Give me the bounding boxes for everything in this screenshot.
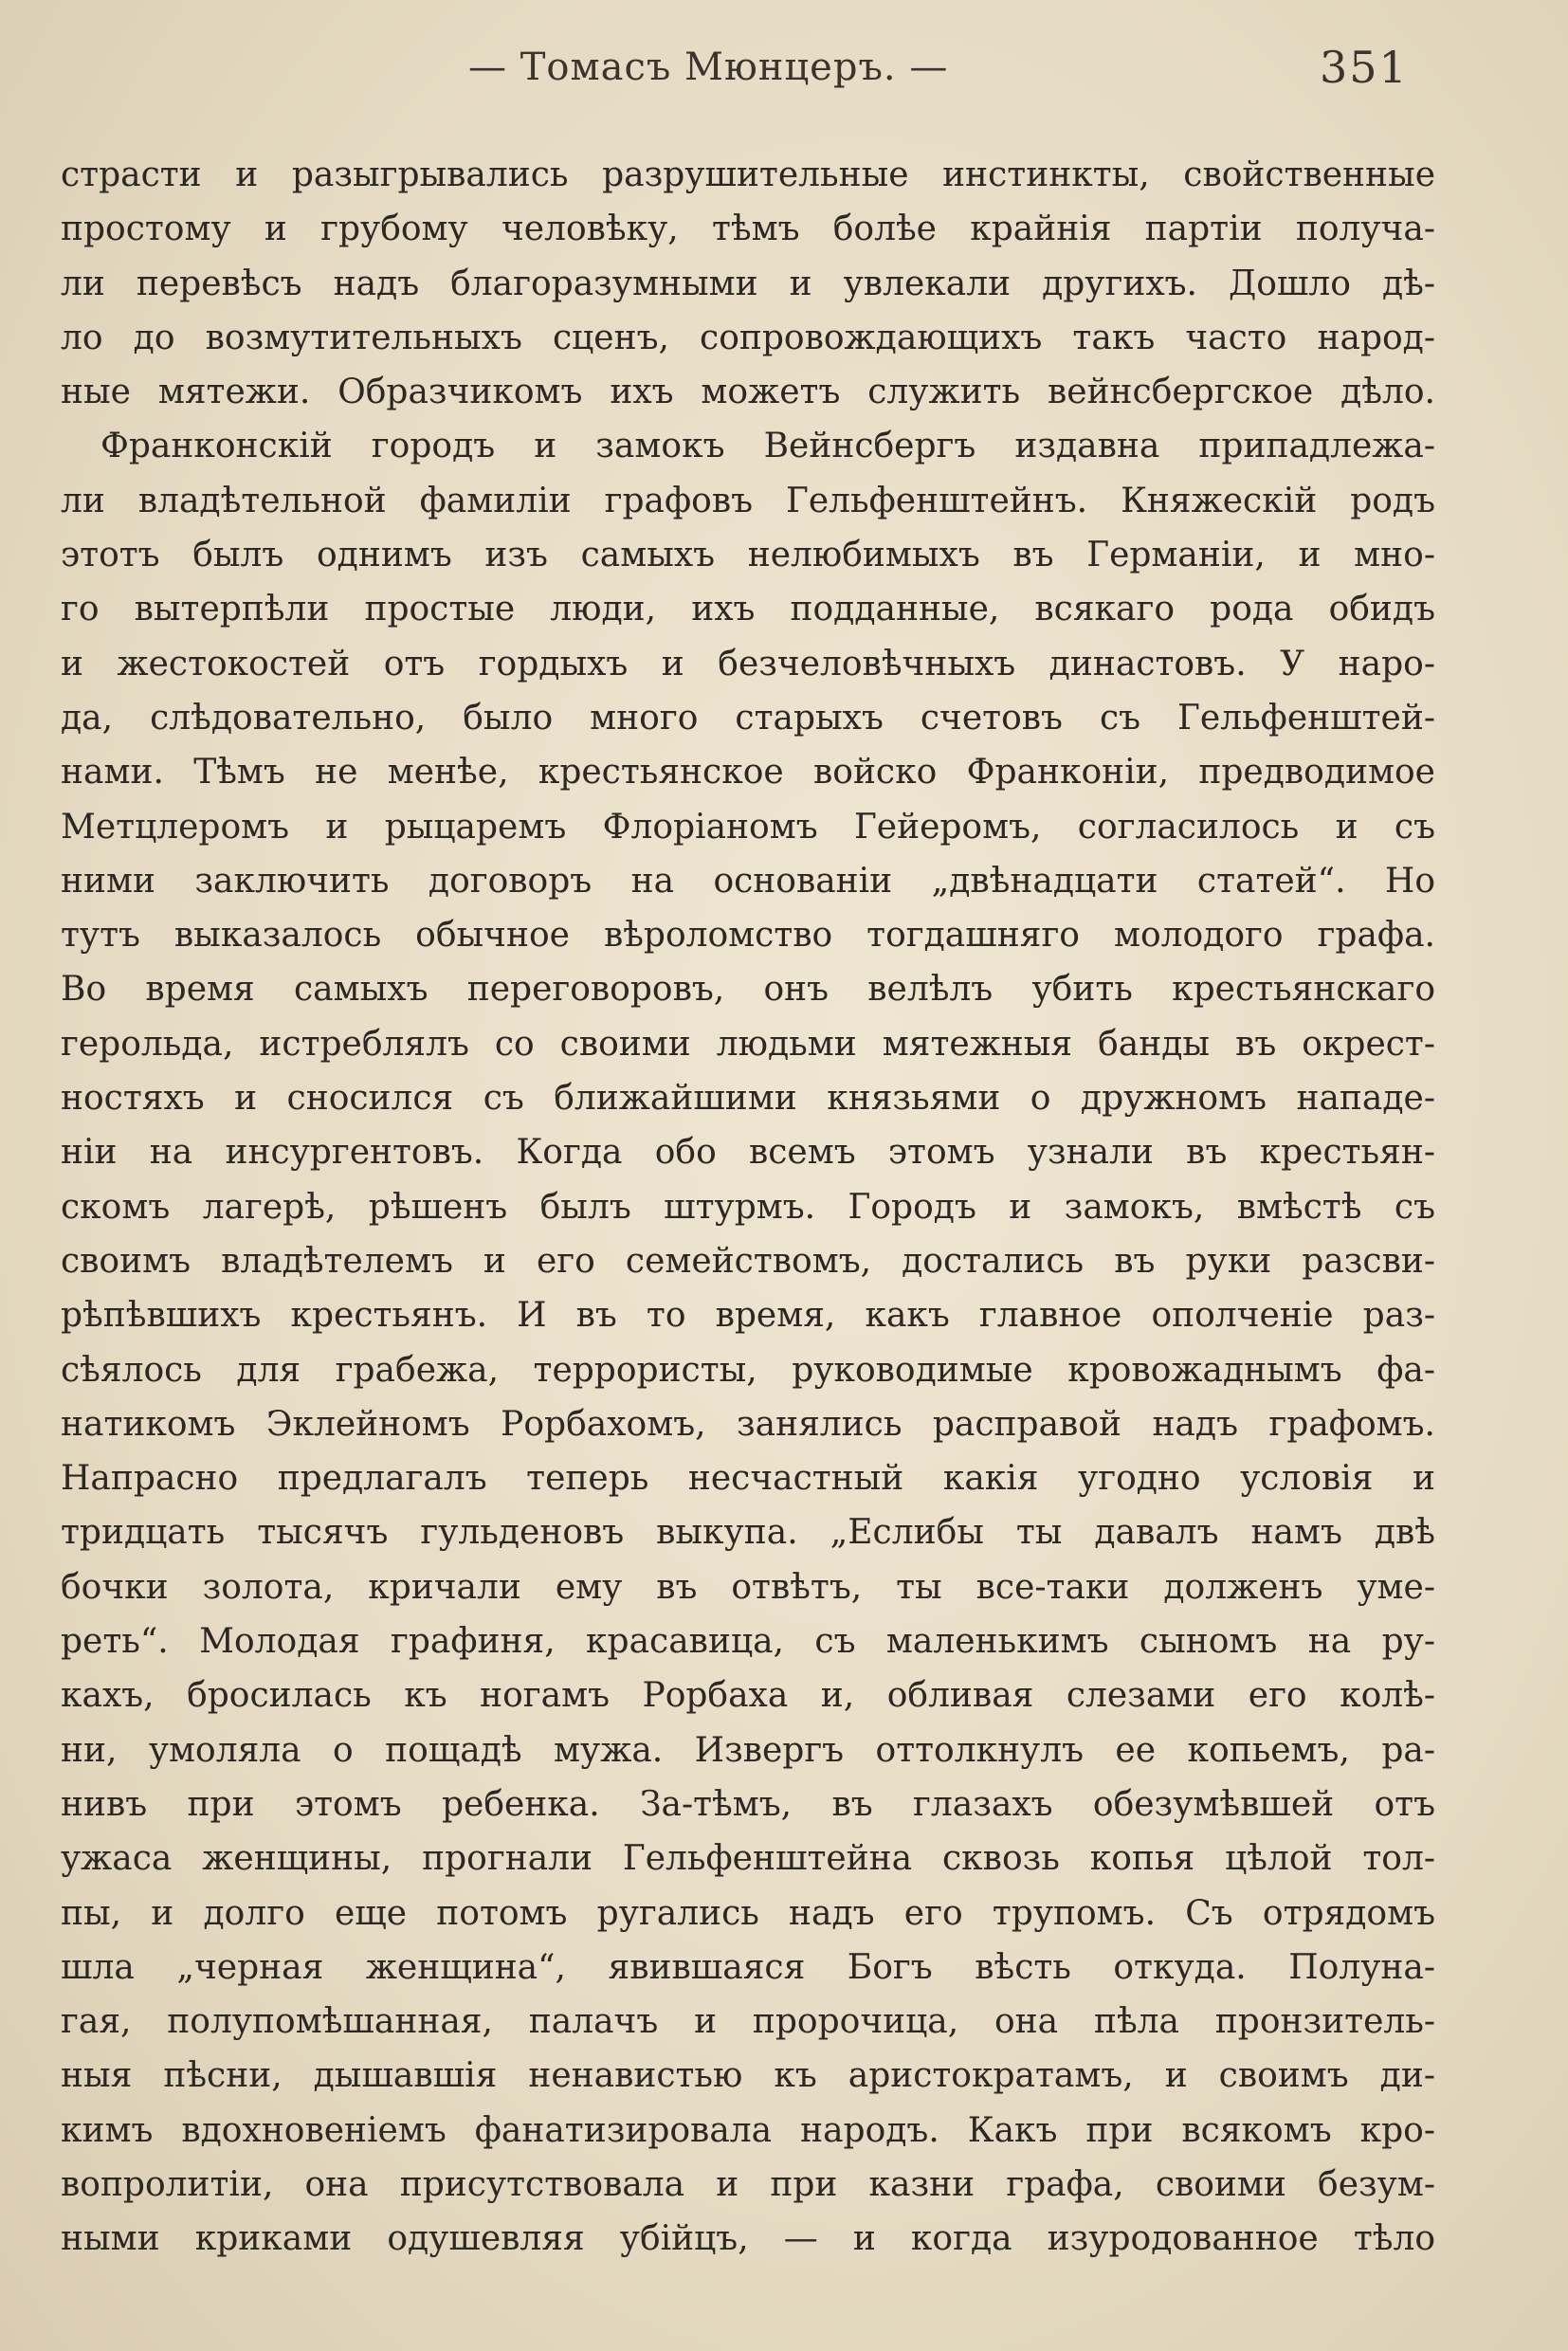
text-line: гая, полупомѣшанная, палачъ и пророчица, она пѣла пронзитель- [61,2002,1435,2042]
text-line: Метцлеромъ и рыцаремъ Флоріаномъ Гейеромъ, согласилось и съ [61,807,1435,847]
text-line: реть“. Молодая графиня, красавица, съ маленькимъ сыномъ на ру- [61,1622,1435,1662]
text-line: этотъ былъ однимъ изъ самыхъ нелюбимыхъ въ Германіи, и мно- [61,536,1435,575]
text-line: ностяхъ и сносился съ ближайшими князьями о дружномъ нападе- [61,1079,1435,1119]
page-number: 351 [1320,42,1409,93]
text-line: кахъ, бросилась къ ногамъ Рорбаха и, обливая слезами его колѣ- [61,1676,1435,1716]
body-text [61,148,1435,2267]
text-line: ные мятежи. Образчикомъ ихъ можетъ служить вейнсбергское дѣло. [61,373,1435,412]
text-line: ни, умоляла о пощадѣ мужа. Извергъ оттолкнулъ ее копьемъ, ра- [61,1730,1435,1770]
text-line: рѣпѣвшихъ крестьянъ. И въ то время, какъ главное ополченіе раз- [61,1296,1435,1336]
text-line: сѣялось для грабежа, террористы, руководимые кровожаднымъ фа- [61,1350,1435,1390]
page-header [61,42,1435,99]
text-line: вопролитіи, она присутствовала и при казни графа, своими безум- [61,2164,1435,2204]
text-line: ли владѣтельной фамиліи графовъ Гельфенштейнъ. Княжескій родъ [61,481,1435,520]
text-line: тутъ выказалось обычное вѣроломство тогдашняго молодого графа. [61,916,1435,956]
text-line: ніи на инсургентовъ. Когда обо всемъ этомъ узнали въ крестьян- [61,1133,1435,1173]
text-line: и жестокостей отъ гордыхъ и безчеловѣчныхъ династовъ. У наро- [61,644,1435,683]
text-line: герольда, истреблялъ со своими людьми мятежныя банды въ окрест- [61,1024,1435,1064]
text-line: пы, и долго еще потомъ ругались надъ его трупомъ. Съ отрядомъ [61,1893,1435,1933]
text-line: страсти и разыгрывались разрушительные инстинкты, свойственные [61,155,1435,194]
text-line: своимъ владѣтелемъ и его семействомъ, достались въ руки разсви- [61,1241,1435,1281]
text-line: ныя пѣсни, дышавшія ненавистью къ аристократамъ, и своимъ ди- [61,2056,1435,2096]
text-line: скомъ лагерѣ, рѣшенъ былъ штурмъ. Городъ и замокъ, вмѣстѣ съ [61,1187,1435,1227]
text-line: нивъ при этомъ ребенка. За-тѣмъ, въ глазахъ обезумѣвшей отъ [61,1784,1435,1824]
text-line: бочки золота, кричали ему въ отвѣтъ, ты все-таки долженъ уме- [61,1567,1435,1607]
text-line: тридцать тысячъ гульденовъ выкупа. „Еслибы ты давалъ намъ двѣ [61,1513,1435,1553]
running-title: — Томасъ Мюнцеръ. — [468,46,949,89]
text-line: Во время самыхъ переговоровъ, онъ велѣлъ убить крестьянскаго [61,970,1435,1010]
text-line: го вытерпѣли простые люди, ихъ подданные, всякаго рода обидъ [61,590,1435,629]
text-line: ными криками одушевляя убійцъ, — и когда изуродованное тѣло [61,2219,1435,2259]
text-line: Франконскій городъ и замокъ Вейнсбергъ издавна припадлежа- [100,427,1435,466]
text-line: ло до возмутительныхъ сценъ, сопровождающихъ такъ часто народ- [61,318,1435,357]
text-line: шла „черная женщина“, явившаяся Богъ вѣсть откуда. Полуна- [61,1947,1435,1987]
text-line: нами. Тѣмъ не менѣе, крестьянское войско Франконіи, предводимое [61,753,1435,793]
text-line: да, слѣдовательно, было много старыхъ счетовъ съ Гельфенштей- [61,698,1435,738]
text-line: натикомъ Эклейномъ Рорбахомъ, занялись расправой надъ графомъ. [61,1404,1435,1444]
text-line: простому и грубому человѣку, тѣмъ болѣе крайнія партіи получа- [61,210,1435,249]
text-line: ними заключить договоръ на основаніи „двѣнадцати статей“. Но [61,861,1435,901]
text-line: Напрасно предлагалъ теперь несчастный какія угодно условія и [61,1459,1435,1499]
text-line: ли перевѣсъ надъ благоразумными и увлекали другихъ. Дошло дѣ- [61,264,1435,303]
text-line: кимъ вдохновеніемъ фанатизировала народъ. Какъ при всякомъ кро- [61,2110,1435,2150]
text-line: ужаса женщины, прогнали Гельфенштейна сквозь копья цѣлой тол- [61,1839,1435,1879]
